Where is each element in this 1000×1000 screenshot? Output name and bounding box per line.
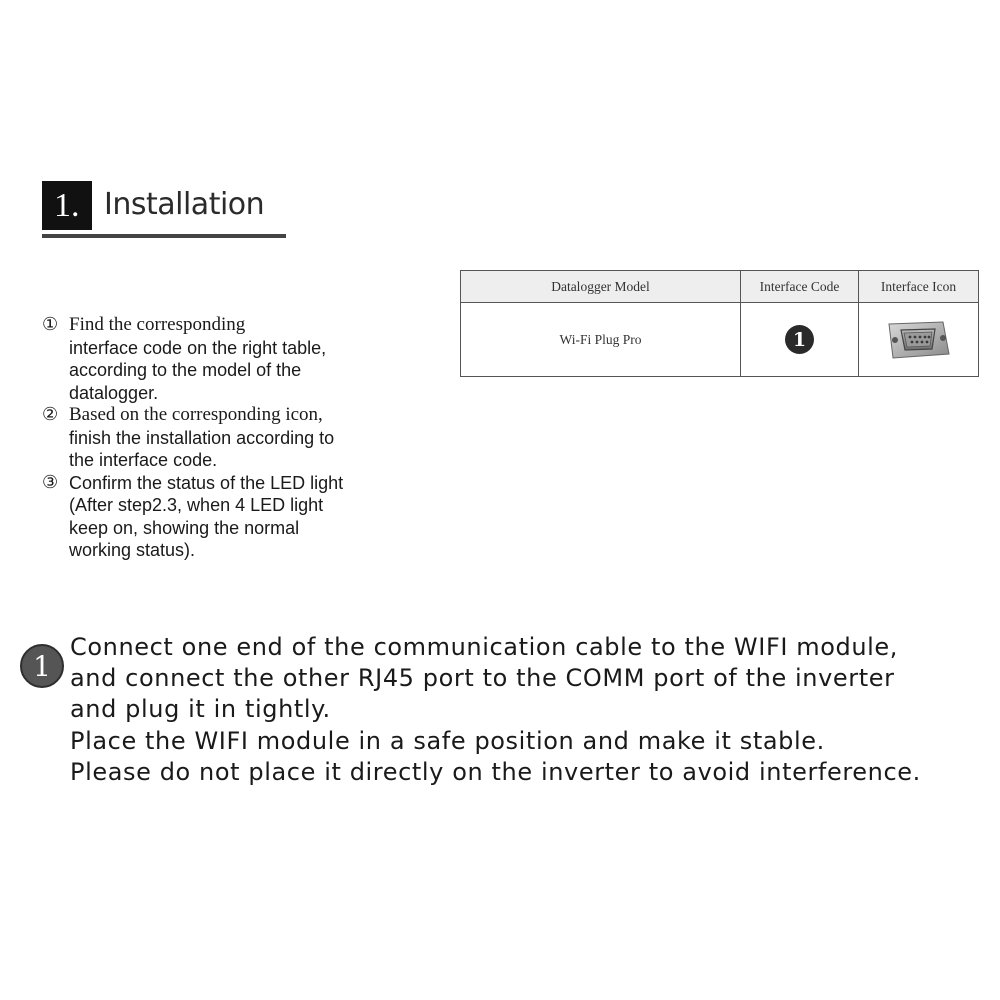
step-3	[42, 472, 402, 562]
step-3-line: keep on, showing the normal	[69, 517, 300, 538]
section-number: 1.	[42, 181, 92, 230]
heading-underline	[42, 234, 286, 238]
step-2-line: finish the installation according to	[69, 427, 335, 448]
header-datalogger-model: Datalogger Model	[551, 278, 650, 294]
cell-interface-code	[740, 303, 858, 376]
step-1-line: datalogger.	[69, 382, 159, 403]
step-1-line: interface code on the right table,	[69, 337, 327, 358]
step-1-marker: ①	[42, 314, 59, 335]
header-interface-code: Interface Code	[740, 271, 858, 302]
header-interface-icon: Interface Icon	[858, 271, 978, 302]
step-1	[42, 314, 402, 404]
instruction-text	[70, 632, 921, 788]
instruction-step-badge: 1	[20, 644, 64, 688]
step-2-line: Based on the corresponding icon,	[69, 404, 323, 425]
table-row	[461, 303, 978, 376]
step-3-line: (After step2.3, when 4 LED light	[69, 495, 324, 515]
instruction-line: Please do not place it directly on the inverter to avoid interference.	[70, 757, 921, 786]
step-2-line: the interface code.	[69, 450, 218, 470]
step-2	[42, 404, 402, 472]
interface-code-badge: 1	[785, 325, 814, 354]
instruction-line: and connect the other RJ45 port to the COMM port of the inverter	[70, 664, 895, 693]
step-3-line: Confirm the status of the LED light	[69, 472, 344, 493]
step-3-marker: ③	[42, 471, 59, 493]
section-title: Installation	[104, 187, 265, 222]
step-3-line: working status).	[69, 540, 196, 560]
instruction-line: and plug it in tightly.	[70, 695, 331, 724]
step-1-line: Find the corresponding	[69, 314, 246, 335]
instruction-line: Place the WIFI module in a safe position and make it stable.	[70, 726, 825, 755]
cell-interface-icon	[858, 303, 978, 376]
step-1-line: according to the model of the	[69, 360, 302, 380]
interface-table	[460, 270, 979, 377]
section-heading	[42, 181, 286, 239]
db9-serial-connector-icon	[883, 318, 955, 362]
table-header-row	[461, 271, 978, 303]
steps-list	[42, 314, 402, 562]
step-2-marker: ②	[42, 404, 59, 425]
cell-model: Wi-Fi Plug Pro	[559, 331, 642, 347]
instruction-line: Connect one end of the communication cable to the WIFI module,	[70, 633, 899, 661]
